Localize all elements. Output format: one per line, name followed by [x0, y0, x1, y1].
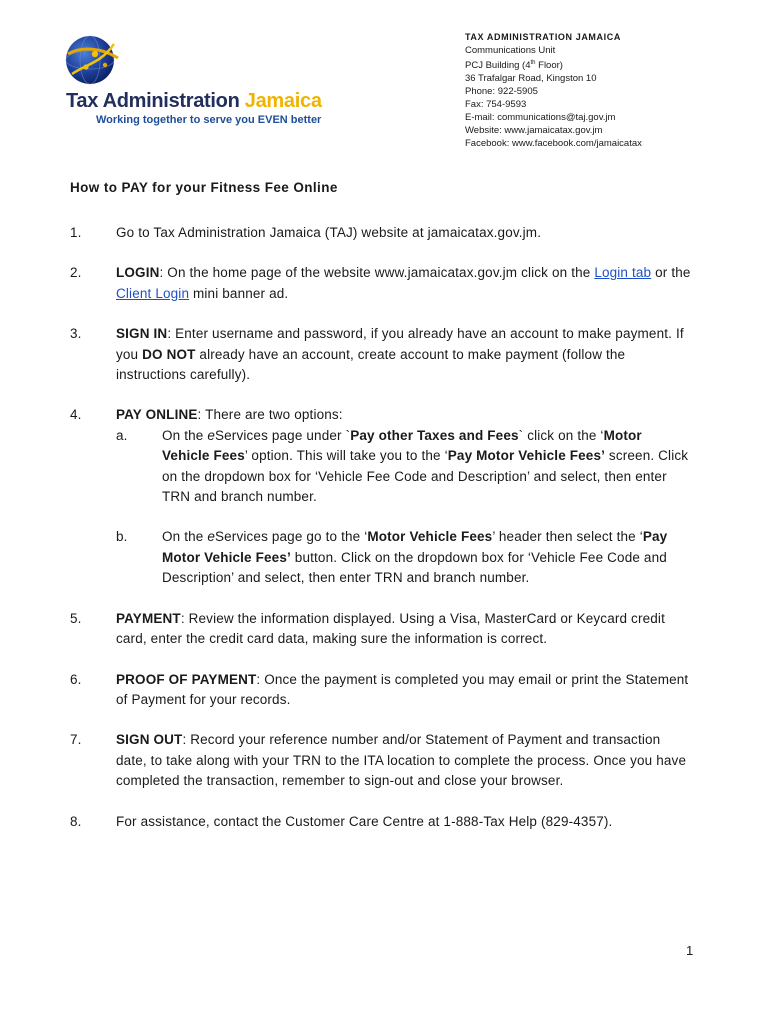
logo-title: [66, 90, 322, 113]
step-label: LOGIN: [116, 265, 160, 281]
logo-title-accent: Jamaica: [244, 90, 322, 112]
step-number: 6.: [70, 671, 82, 687]
client-login-link[interactable]: Client Login: [116, 285, 190, 301]
step-label: PROOF OF PAYMENT: [116, 671, 257, 687]
step-label: SIGN OUT: [116, 732, 183, 748]
page-number: 1: [686, 943, 694, 958]
step-number: 5.: [70, 610, 82, 626]
step-text: For assistance, contact the Customer Care Centre at 1-888-Tax Help (829-4357).: [116, 813, 613, 829]
step-6: 6. PROOF OF PAYMENT: Once the payment is completed you may email or print the Statement of Payment for your records.: [70, 671, 689, 707]
step-number: 1.: [70, 225, 82, 240]
step-8: [70, 812, 692, 832]
contact-unit: Communications Unit: [465, 45, 556, 56]
logo-tagline: Working together to serve you EVEN better: [96, 114, 322, 126]
step-5: 5. PAYMENT: Review the information displayed. Using a Visa, MasterCard or Keycard credit card, enter the credit card data, making sure the information is correct.: [70, 610, 665, 647]
step-1: [70, 223, 692, 243]
step-label: PAYMENT: [116, 610, 181, 626]
contact-fax: Fax: 754-9593: [465, 99, 527, 111]
contact-phone: Phone: 922-5905: [465, 86, 538, 98]
logo-title-main: Tax Administration: [66, 90, 240, 112]
option-letter: b.: [116, 529, 128, 545]
step-label: PAY ONLINE: [116, 407, 198, 423]
step-7: 7. SIGN OUT: Record your reference number and/or Statement of Payment and transaction date, to take along with your TRN to the ITA location to complete the process. Once you have completed the transaction, remember to sign-out and close your browser.: [70, 732, 687, 789]
step-3: 3. SIGN IN: Enter username and password, if you already have an account to make payment. If you DO NOT already have an account, create account to make payment (follow the instructions carefully).: [70, 326, 684, 383]
contact-website: Website: www.jamaicatax.gov.jm: [465, 125, 603, 137]
step-number: 3.: [70, 326, 82, 342]
option-letter: a.: [116, 427, 128, 443]
step-number: 4.: [70, 407, 82, 423]
contact-facebook: Facebook: www.facebook.com/jamaicatax: [465, 138, 642, 150]
step-text: Go to Tax Administration Jamaica (TAJ) website at jamaicatax.gov.jm.: [116, 225, 542, 240]
step-number: 8.: [70, 813, 82, 829]
step-number: 7.: [70, 732, 82, 748]
contact-org: TAX ADMINISTRATION JAMAICA: [465, 32, 621, 42]
contact-building: PCJ Building (4th Floor): [465, 60, 563, 72]
contact-email: E-mail: communications@taj.gov.jm: [465, 112, 616, 124]
steps-list: [70, 223, 692, 852]
document-title: How to PAY for your Fitness Fee Online: [70, 180, 338, 195]
step-4: 4. PAY ONLINE: There are two options: a. On the eServices page under `Pay other Taxes and Fees` click on the ‘Motor Vehicle Fees’ option. This will take you to the ‘Pay Motor Vehicle Fees’ screen. Click on the dropdown box for ‘Vehicle Fee Code and Description’ and select, then enter TRN and branch number. b. On the eServices page go to the ‘Motor Vehicle Fees’ header then select the ‘Pay Motor Vehicle Fees’ button. Click on the dropdown box for ‘Vehicle Fee Code and Description’ and select, then enter TRN and branch number.: [70, 405, 692, 588]
contact-address: 36 Trafalgar Road, Kingston 10: [465, 73, 597, 85]
step-2: 2. LOGIN: On the home page of the website www.jamaicatax.gov.jm click on the Login tab or the Client Login mini banner ad.: [70, 265, 691, 301]
step-4-option-a: a. On the eServices page under `Pay other Taxes and Fees` click on the ‘Motor Vehicle Fees’ option. This will take you to the ‘Pay Motor Vehicle Fees’ screen. Click on the dropdown box for ‘Vehicle Fee Code and Description’ and select, then enter TRN and branch number.: [116, 427, 689, 505]
step-4-option-b: b. On the eServices page go to the ‘Motor Vehicle Fees’ header then select the ‘Pay Motor Vehicle Fees’ button. Click on the dropdown box for ‘Vehicle Fee Code and Description’ and select, then enter TRN and branch number.: [116, 529, 668, 586]
step-number: 2.: [70, 265, 82, 281]
taj-logo: [62, 34, 352, 134]
step-label: SIGN IN: [116, 326, 168, 342]
contact-block: [465, 31, 642, 150]
login-tab-link[interactable]: Login tab: [594, 265, 652, 281]
globe-logo-icon: [62, 34, 132, 96]
